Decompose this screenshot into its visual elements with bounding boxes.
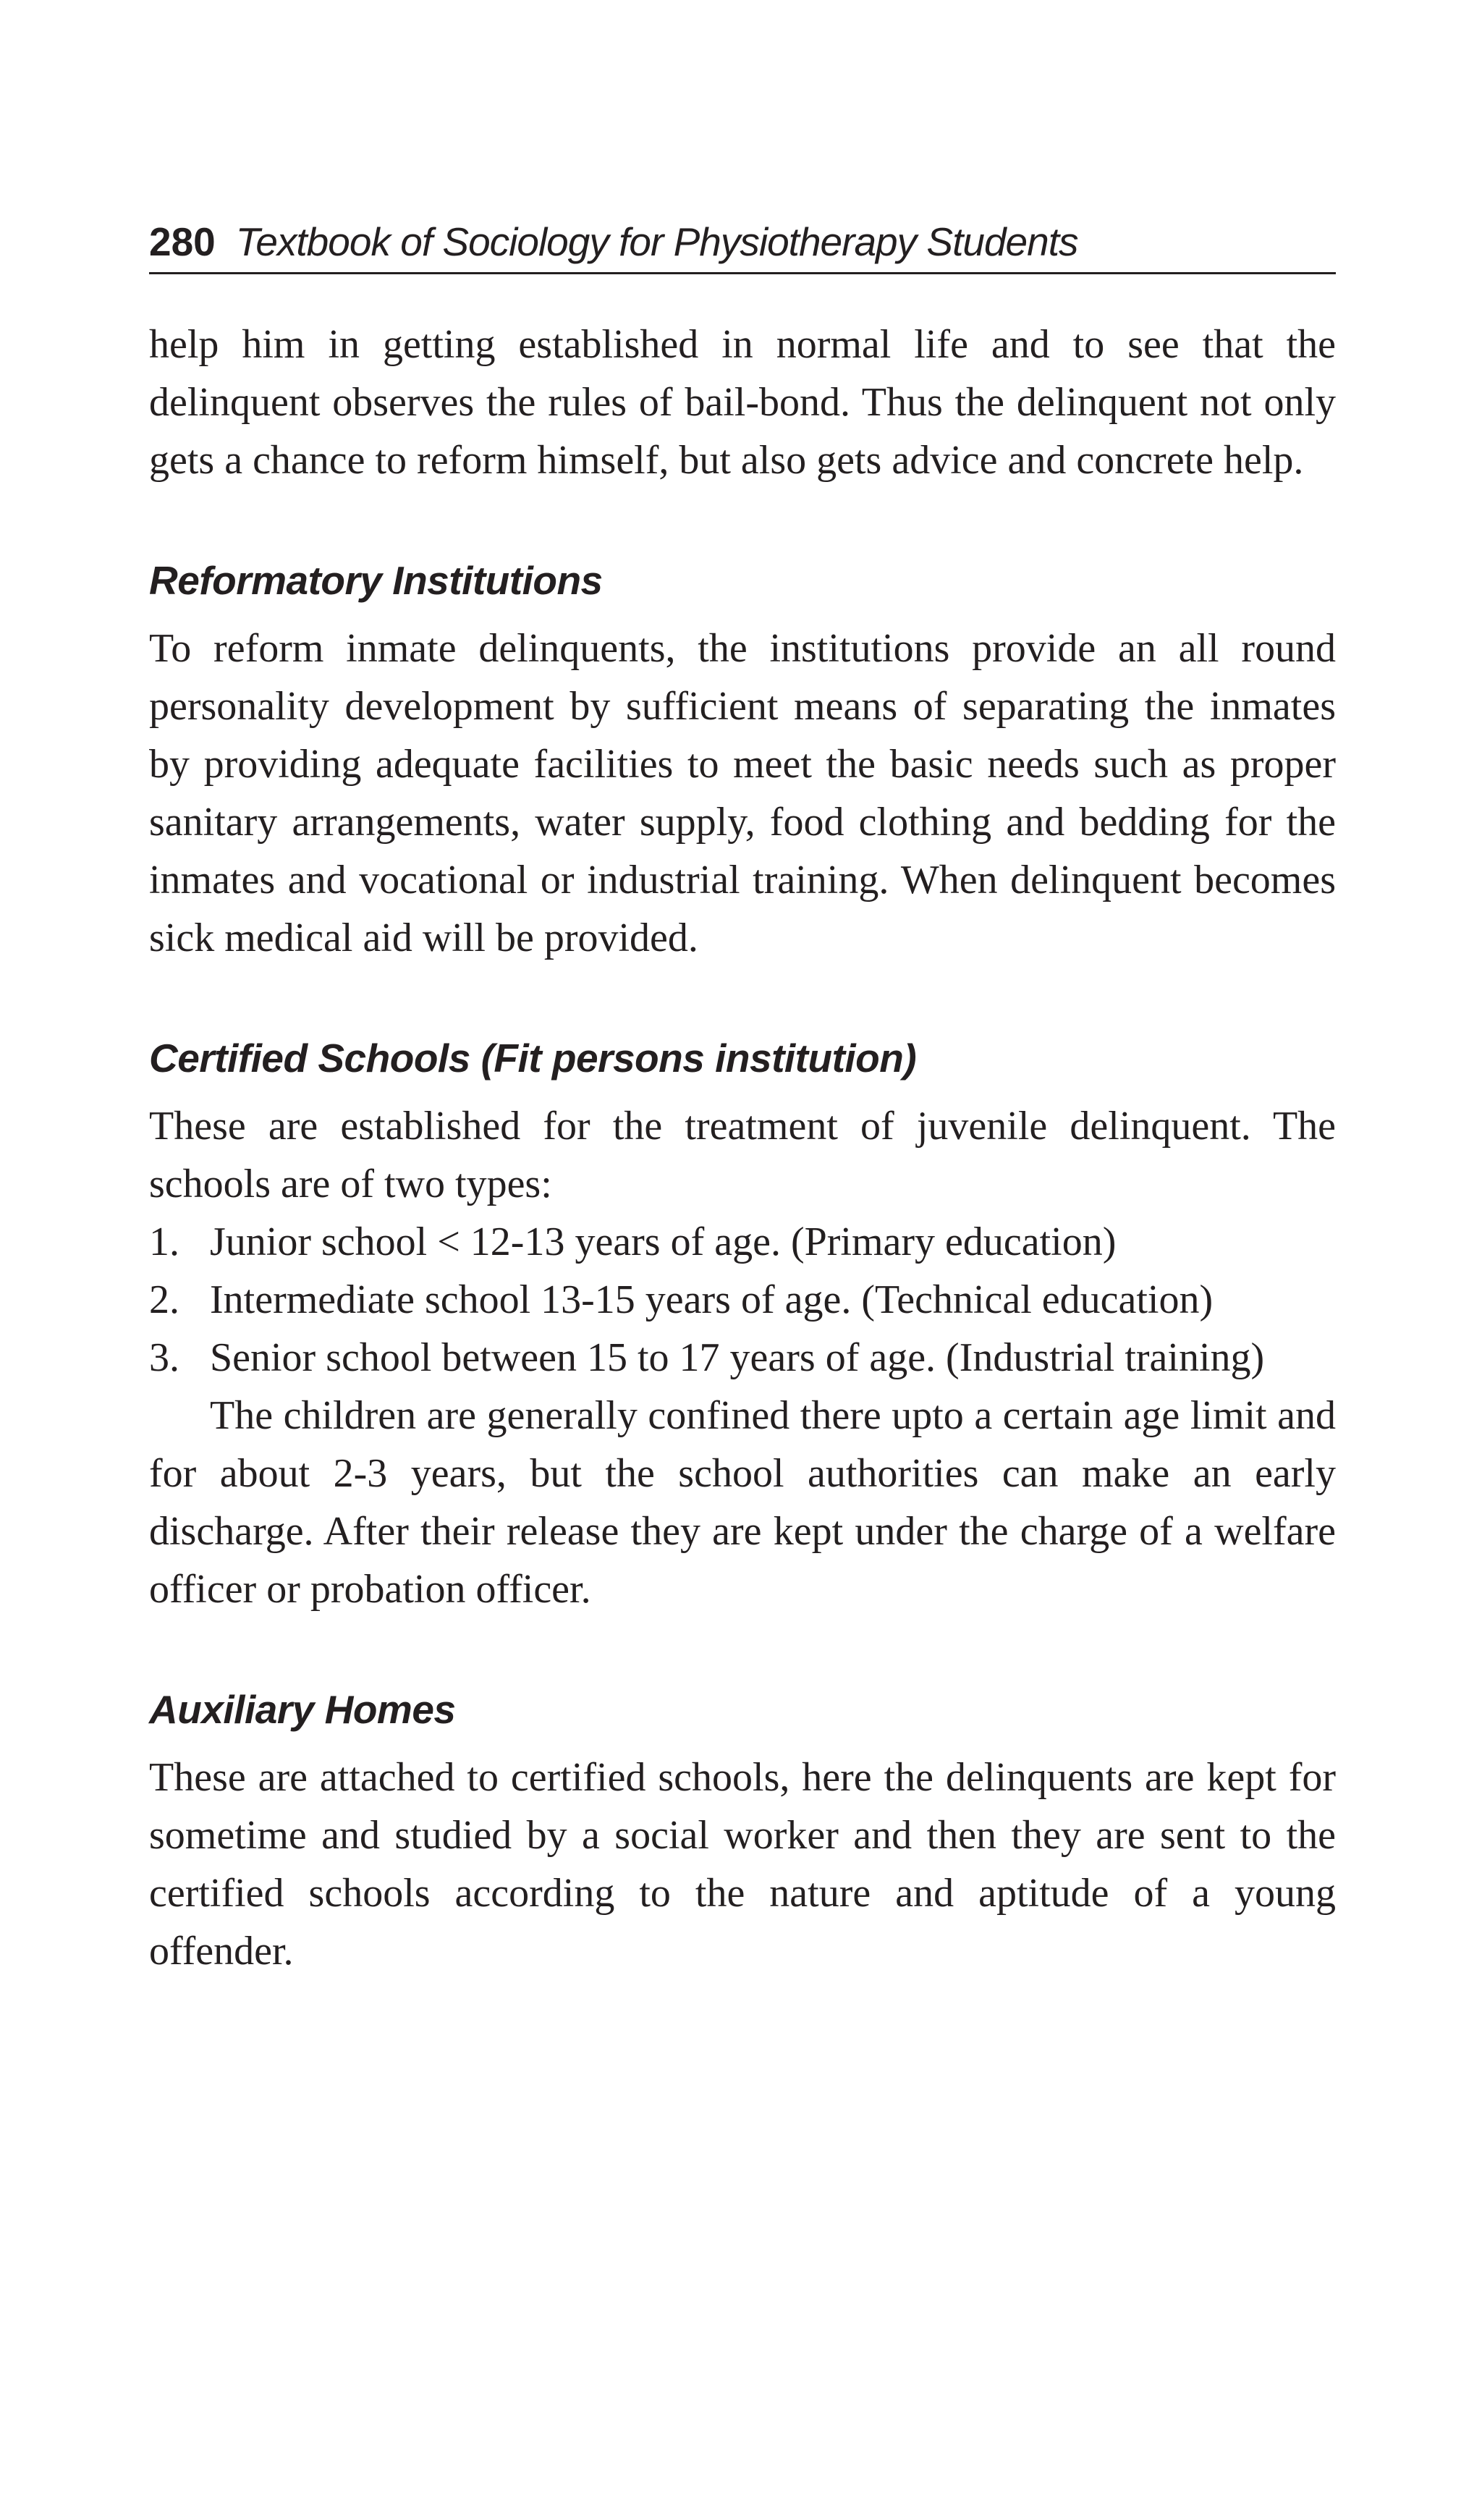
certified-schools-intro: These are established for the treatment of juvenile delinquent. The schools are of two types: bbox=[149, 1104, 1336, 1206]
list-item-text: Junior school < 12-13 years of age. (Primary education) bbox=[210, 1219, 1117, 1264]
list-item bbox=[149, 1329, 1336, 1387]
section-heading-certified-schools: Certified Schools (Fit persons institution) bbox=[149, 1036, 917, 1081]
list-item-number: 1. bbox=[149, 1219, 179, 1264]
list-item bbox=[149, 1271, 1336, 1329]
page-body bbox=[149, 316, 1336, 1980]
page-number: 280 bbox=[149, 219, 216, 264]
running-title: Textbook of Sociology for Physiotherapy Students bbox=[235, 219, 1078, 264]
certified-schools-closing-paragraph: The children are generally confined there upto a certain age limit and for about 2-3 years, but the school authorities can make an early discharge. After their release they are kept under the charge of a welfare officer or probation officer. bbox=[149, 1393, 1336, 1612]
list-item-text: Intermediate school 13-15 years of age. (Technical education) bbox=[210, 1277, 1214, 1322]
section-heading-reformatory-institutions: Reformatory Institutions bbox=[149, 558, 603, 603]
reformatory-institutions-paragraph: To reform inmate delinquents, the institutions provide an all round personality development by sufficient means of separating the inmates by providing adequate facilities to meet the basic needs such as proper sanitary arrangements, water supply, food clothing and bedding for the inmates and vocational or industrial training. When delinquent becomes sick medical aid will be provided. bbox=[149, 626, 1336, 960]
auxiliary-homes-paragraph: These are attached to certified schools, here the delinquents are kept for sometime and studied by a social worker and then they are sent to the certified schools according to the nature and aptitude of a young offender. bbox=[149, 1755, 1336, 1974]
list-item bbox=[149, 1213, 1336, 1271]
list-item-number: 3. bbox=[149, 1335, 179, 1380]
list-item-text: Senior school between 15 to 17 years of age. (Industrial training) bbox=[210, 1335, 1265, 1380]
list-item-number: 2. bbox=[149, 1277, 179, 1322]
running-header bbox=[149, 211, 1336, 274]
section-heading-auxiliary-homes: Auxiliary Homes bbox=[149, 1687, 456, 1732]
intro-paragraph: help him in getting established in normal life and to see that the delinquent observes the rules of bail-bond. Thus the delinquent not only gets a chance to reform himself, but also gets advice and concrete help. bbox=[149, 322, 1336, 483]
school-types-list bbox=[149, 1213, 1336, 1387]
